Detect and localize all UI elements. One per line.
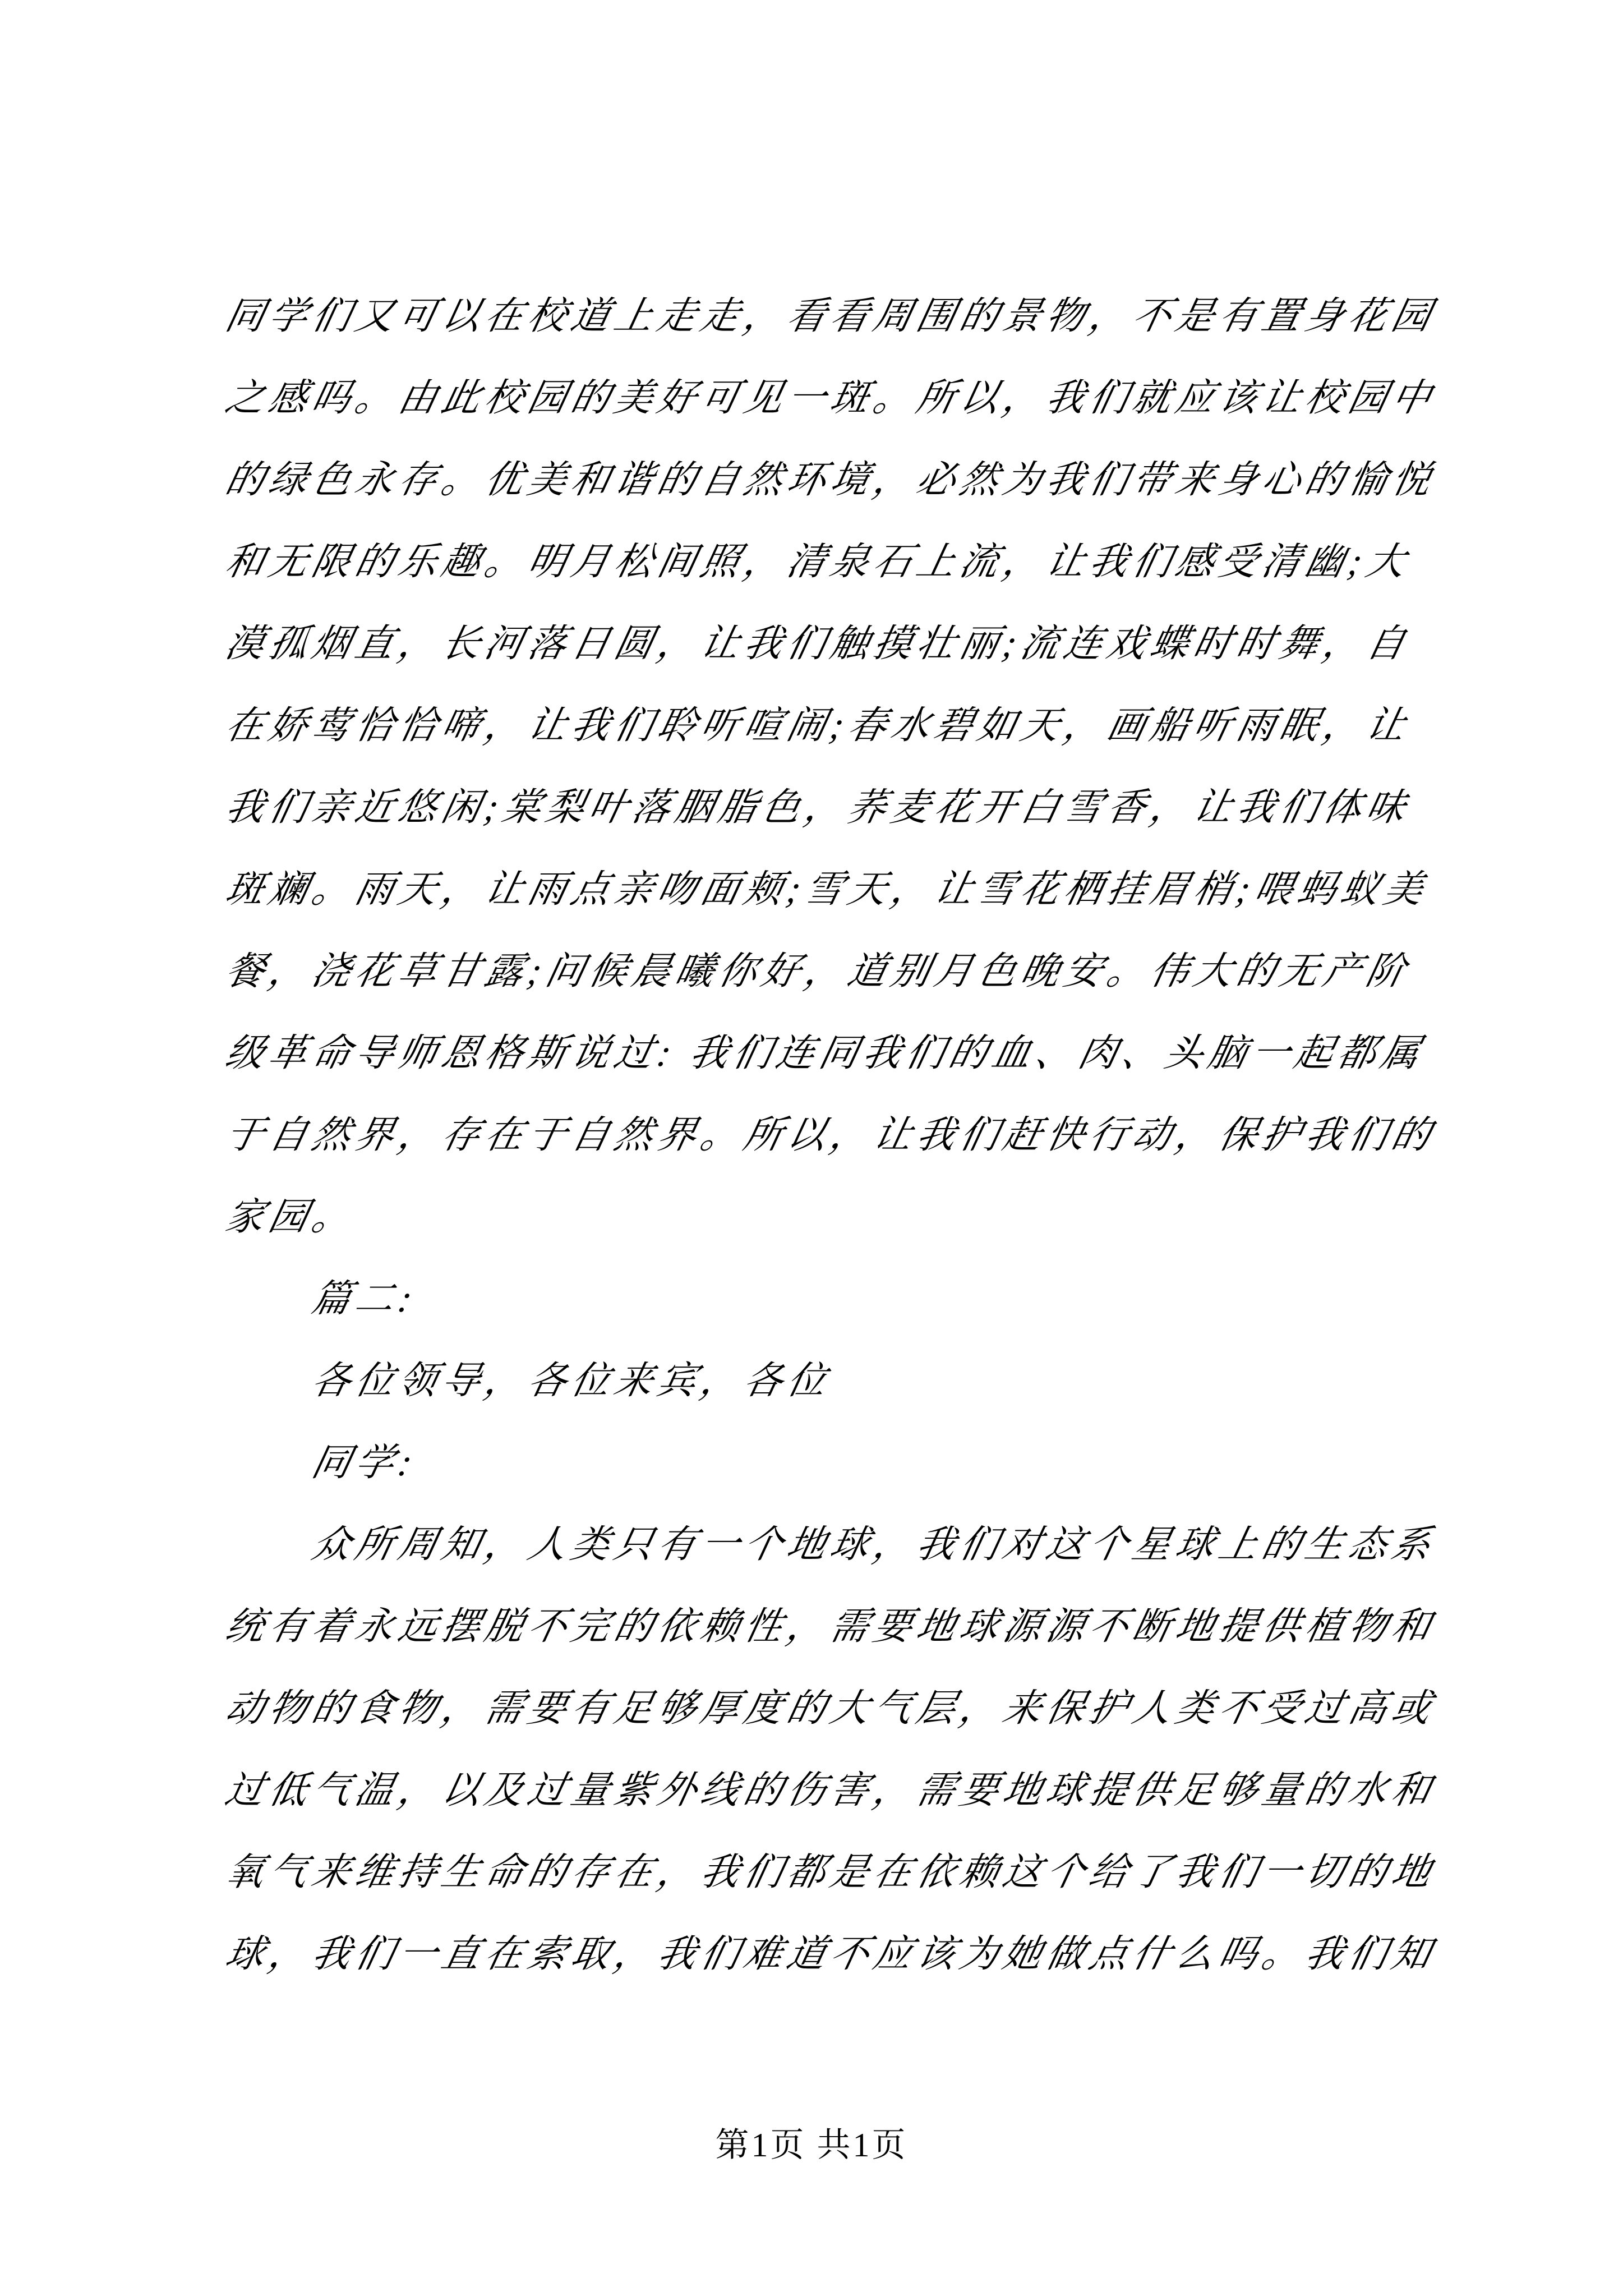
text-line: 我们亲近悠闲;棠梨叶落胭脂色，荞麦花开白雪香，让我们体味 — [222, 786, 1415, 829]
text-line: 餐，浇花草甘露;问候晨曦你好，道别月色晚安。伟大的无产阶 — [222, 950, 1415, 992]
text-line: 家园。 — [222, 1195, 361, 1238]
text-line: 众所周知，人类只有一个地球，我们对这个星球上的生态系 — [308, 1523, 1440, 1566]
text-line: 于自然界，存在于自然界。所以，让我们赶快行动，保护我们的 — [222, 1114, 1440, 1156]
text-line: 过低气温，以及过量紫外线的伤害，需要地球提供足够量的水和 — [222, 1769, 1440, 1811]
text-line: 统有着永远摆脱不完的依赖性，需要地球源源不断地提供植物和 — [222, 1605, 1440, 1648]
text-line: 动物的食物，需要有足够厚度的大气层，来保护人类不受过高或 — [222, 1687, 1440, 1729]
text-line: 和无限的乐趣。明月松间照，清泉石上流，让我们感受清幽;大 — [222, 540, 1415, 583]
text-line: 的绿色永存。优美和谐的自然环境，必然为我们带来身心的愉悦 — [222, 458, 1440, 501]
text-line: 之感吗。由此校园的美好可见一斑。所以，我们就应该让校园中 — [222, 376, 1440, 419]
body-text — [218, 275, 1440, 1995]
page-footer: 第1页 共1页 — [715, 2127, 908, 2164]
text-line-salutation: 同学: — [308, 1441, 422, 1484]
text-line: 氧气来维持生命的存在，我们都是在依赖这个给了我们一切的地 — [222, 1851, 1440, 1893]
text-line: 斑斓。雨天，让雨点亲吻面颊;雪天，让雪花栖挂眉梢;喂蚂蚁美 — [222, 868, 1432, 910]
text-line: 同学们又可以在校道上走走，看看周围的景物，不是有置身花园 — [222, 295, 1440, 337]
text-line: 在娇莺恰恰啼，让我们聆听喧闹;春水碧如天，画船听雨眠，让 — [222, 704, 1415, 747]
text-line-salutation: 各位领导，各位来宾，各位 — [308, 1359, 836, 1402]
text-line-section-heading: 篇二: — [308, 1277, 422, 1320]
text-line: 球，我们一直在索取，我们难道不应该为她做点什么吗。我们知 — [222, 1932, 1440, 1975]
text-line: 级革命导师恩格斯说过: 我们连同我们的血、肉、头脑一起都属 — [222, 1032, 1430, 1074]
text-line: 漠孤烟直，长河落日圆，让我们触摸壮丽;流连戏蝶时时舞，自 — [222, 622, 1415, 665]
